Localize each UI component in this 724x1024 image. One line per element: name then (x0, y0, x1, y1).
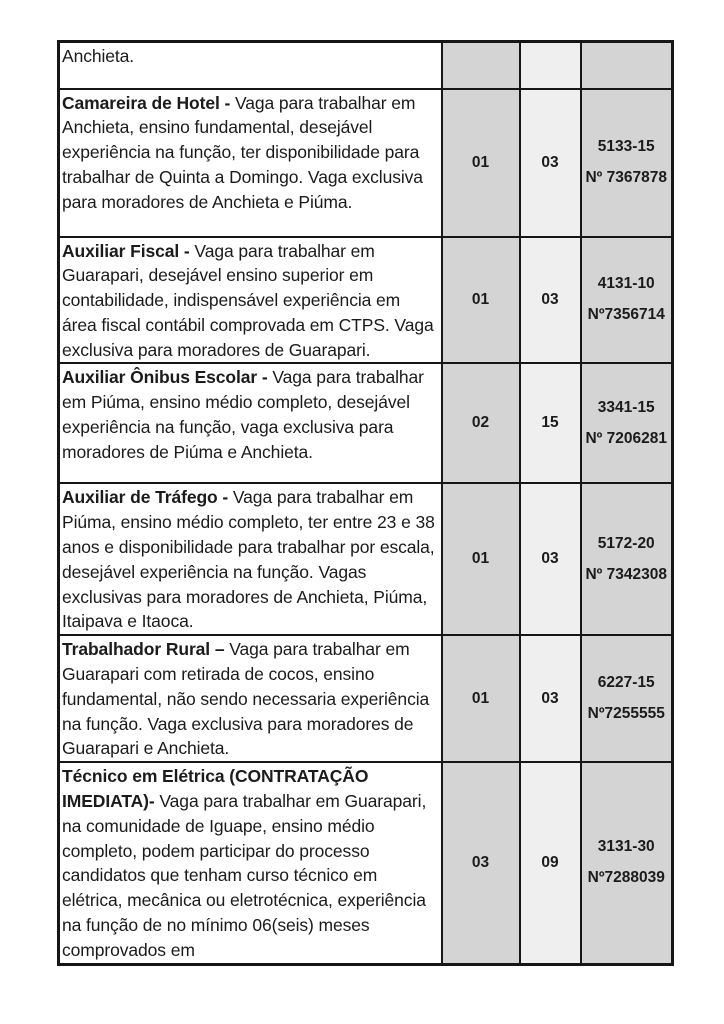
vacancies-table (57, 40, 674, 966)
job-title: Auxiliar Ônibus Escolar - (62, 367, 273, 388)
cbo-code: 3131-30 (597, 838, 655, 856)
occupation-code-cell (581, 237, 673, 364)
job-title: Camareira de Hotel - (62, 92, 235, 113)
vacancy-description-text: Anchieta. (62, 46, 135, 66)
cbo-code: 3341-15 (597, 398, 655, 416)
table-row (59, 42, 673, 89)
candidates-count-cell: 03 (520, 483, 581, 635)
job-title: Auxiliar Fiscal - (62, 240, 195, 261)
vacancy-description-cell (59, 762, 442, 964)
candidates-count-cell: 03 (520, 89, 581, 237)
cbo-code: 5133-15 (597, 138, 655, 155)
occupation-code-cell (581, 89, 673, 237)
occupation-code-cell (581, 635, 673, 762)
vacancies-count-cell: 01 (442, 237, 520, 364)
vacancy-number: Nº 7206281 (585, 429, 667, 447)
vacancy-description-text: Vaga para trabalhar em Guarapari com retirada de cocos, ensino fundamental, não sendo necessaria experiência na função. Vaga exclusiva para moradores de Guarapari e Anchieta. (62, 639, 430, 759)
table-body (59, 42, 673, 965)
candidates-count-cell: 03 (520, 237, 581, 364)
vacancy-description-text: Vaga para trabalhar em Piúma, ensino médio completo, desejável experiência na função, vaga exclusiva para moradores de Piúma e Anchieta. (62, 367, 424, 462)
occupation-code-cell (581, 483, 673, 635)
vacancies-count-cell (442, 42, 520, 89)
vacancy-number: Nº7255555 (587, 705, 665, 723)
candidates-count-cell: 09 (520, 762, 581, 964)
cbo-code: 4131-10 (597, 275, 655, 293)
table-row (59, 483, 673, 635)
table-row (59, 762, 673, 964)
vacancies-count-cell: 02 (442, 363, 520, 483)
occupation-code-cell (581, 42, 673, 89)
vacancies-count-cell: 01 (442, 483, 520, 635)
occupation-code-cell (581, 762, 673, 964)
vacancies-count-cell: 03 (442, 762, 520, 964)
candidates-count-cell (520, 42, 581, 89)
table-row (59, 363, 673, 483)
vacancy-description-text: Vaga para trabalhar em Anchieta, ensino fundamental, desejável experiência na função, ter disponibilidade para trabalhar de Quinta a Domingo. Vaga exclusiva para moradores de Anchieta e Piúma. (62, 92, 423, 212)
vacancy-description-cell (59, 89, 442, 237)
vacancies-count-cell: 01 (442, 89, 520, 237)
table-row (59, 89, 673, 237)
table-row (59, 635, 673, 762)
vacancy-description-cell (59, 363, 442, 483)
job-title: Trabalhador Rural – (62, 639, 230, 660)
vacancy-description-text: Vaga para trabalhar em Piúma, ensino médio completo, ter entre 23 e 38 anos e disponibilidade para trabalhar por escala, desejável experiência na função. Vagas exclusivas para moradores de Anchieta, Piúma, Itaipava e Itaoca. (62, 487, 435, 632)
cbo-code: 6227-15 (597, 674, 655, 692)
job-title: Técnico em Elétrica (CONTRATAÇÃO IMEDIATA)- (62, 766, 374, 812)
vacancy-description-text: Vaga para trabalhar em Guarapari, desejável ensino superior em contabilidade, indispensável experiência em área fiscal contábil comprovada em CTPS. Vaga exclusiva para moradores de Guarapari. (62, 240, 434, 360)
vacancy-description-cell (59, 42, 442, 89)
vacancy-description-text: Vaga para trabalhar em Guarapari, na comunidade de Iguape, ensino médio completo, podem participar do processo candidatos que tenham curso técnico em elétrica, mecânica ou eletrotécnica, experiência na função de no mínimo 06(seis) meses comprovados em (62, 791, 427, 960)
job-title: Auxiliar de Tráfego - (62, 487, 233, 508)
vacancy-number: Nº7288039 (587, 869, 665, 887)
vacancy-number: Nº 7342308 (585, 565, 667, 583)
cbo-code: 5172-20 (597, 534, 655, 552)
table-row (59, 237, 673, 364)
vacancy-description-cell (59, 635, 442, 762)
vacancy-number: Nº7356714 (587, 306, 665, 324)
candidates-count-cell: 15 (520, 363, 581, 483)
vacancy-description-cell (59, 237, 442, 364)
vacancies-count-cell: 01 (442, 635, 520, 762)
occupation-code-cell (581, 363, 673, 483)
vacancy-number: Nº 7367878 (585, 169, 667, 186)
vacancy-description-cell (59, 483, 442, 635)
candidates-count-cell: 03 (520, 635, 581, 762)
